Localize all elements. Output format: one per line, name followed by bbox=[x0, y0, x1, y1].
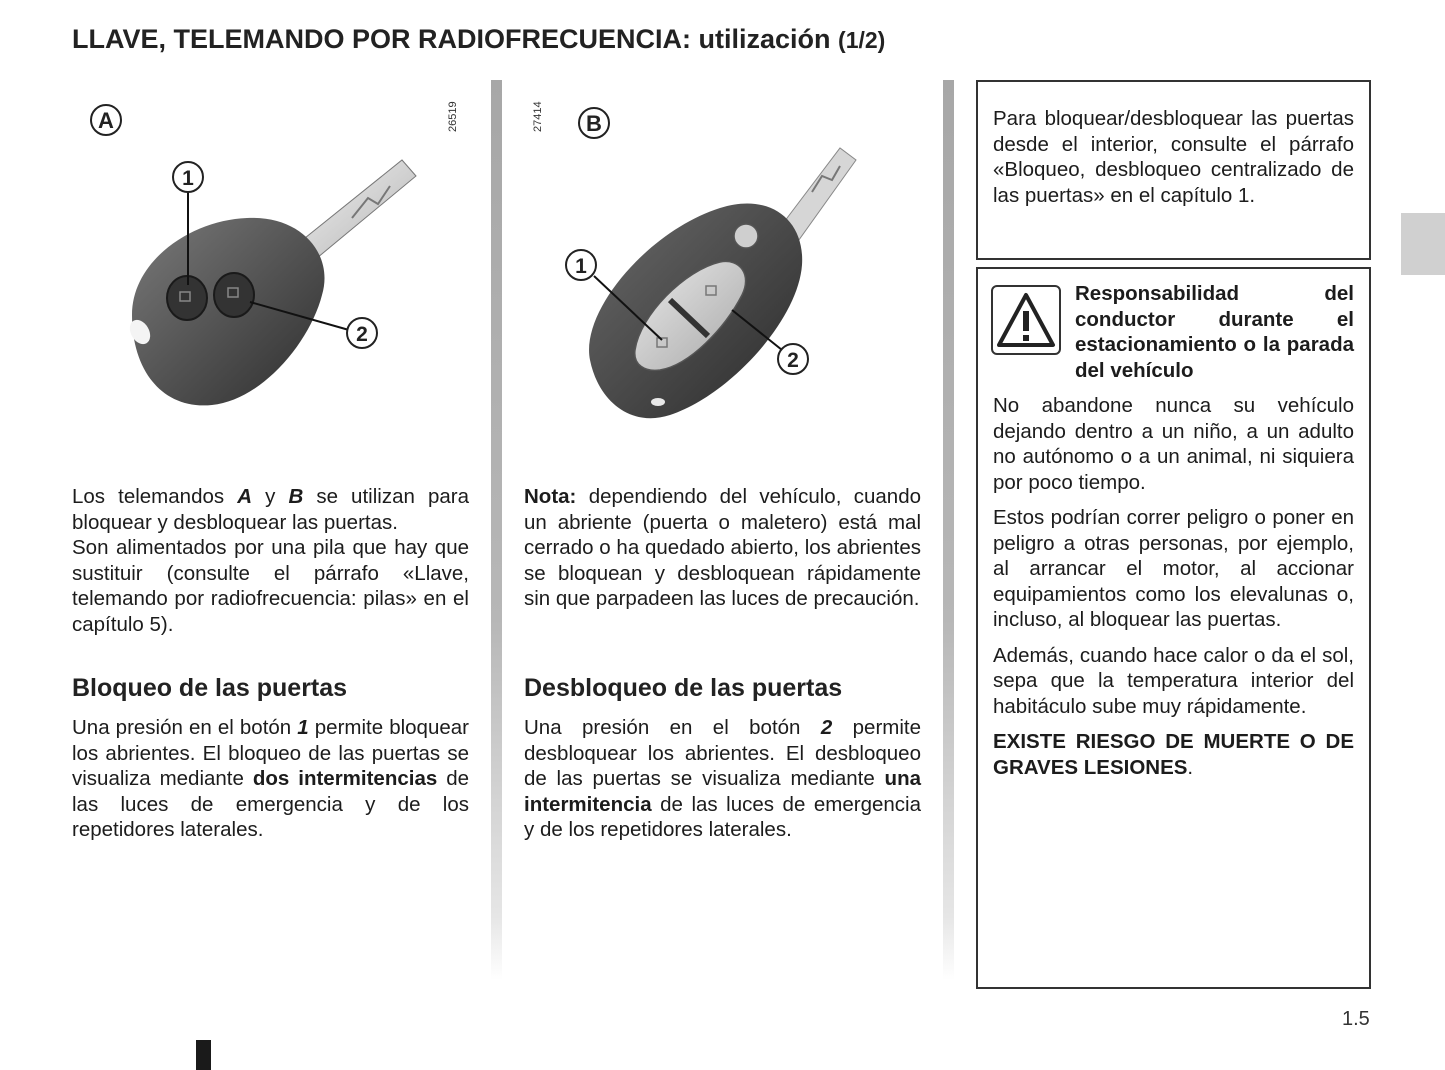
note-paragraph: Nota: dependiendo del vehículo, cuando un abriente (puerta o maletero) está mal cerrado o ha quedado abierto, los abrientes se bloquean y desbloquean rápidamente sin que parpadeen las luces de precaución. bbox=[524, 485, 921, 610]
figure-b-ref: 27414 bbox=[532, 101, 544, 132]
intro-paragraph-1: Los telemandos A y B se utilizan para bloquear y desbloquear las puertas. bbox=[72, 485, 469, 534]
note-label: Nota: bbox=[524, 485, 577, 508]
column-1-body bbox=[72, 715, 469, 843]
unlocking-emphasis: una intermitencia bbox=[524, 767, 921, 816]
warning-risk: EXISTE RIESGO DE MUERTE O DE GRAVES LESIONES. bbox=[993, 730, 1354, 779]
heading-unlocking: Desbloqueo de las puertas bbox=[524, 674, 843, 702]
title-page-part: (1/2) bbox=[838, 27, 886, 53]
locking-paragraph: Una presión en el botón 1 permite bloquear los abrientes. El bloqueo de las puertas se visualiza mediante dos intermitencias de las luces de emergencia y de los repetidores laterales. bbox=[72, 716, 470, 841]
callout-a-2: 2 bbox=[356, 323, 368, 346]
intro-paragraph-2: Son alimentados por una pila que hay que sustituir (consulte el párrafo «Llave, telemando por radiofrecuencia: pilas» en el capítulo 5). bbox=[72, 536, 469, 636]
callout-a-1: 1 bbox=[182, 167, 194, 190]
column-divider-2 bbox=[943, 80, 954, 980]
key-remote-a-illustration bbox=[72, 80, 477, 460]
unlocking-paragraph: Una presión en el botón 2 permite desbloquear los abrientes. El desbloqueo de las puertas se visualiza mediante una intermitencia de las luces de emergencia y de los repetidores laterales. bbox=[524, 716, 921, 841]
figure-key-remote-b bbox=[520, 80, 930, 460]
warning-paragraph-3: Además, cuando hace calor o da el sol, sepa que la temperatura interior del habitáculo sube muy rápidamente. bbox=[993, 643, 1354, 718]
column-2-note bbox=[524, 484, 921, 612]
title-text: LLAVE, TELEMANDO POR RADIOFRECUENCIA: utilización bbox=[72, 24, 831, 54]
chapter-tab bbox=[1401, 213, 1445, 275]
print-mark bbox=[196, 1040, 211, 1070]
figure-a-label-text: A bbox=[98, 108, 114, 133]
callout-b-2: 2 bbox=[787, 349, 799, 372]
figure-b-label bbox=[579, 108, 609, 138]
page-title bbox=[72, 24, 885, 55]
button-2-ref: 2 bbox=[820, 716, 833, 739]
warning-box bbox=[976, 267, 1371, 989]
button-1-ref: 1 bbox=[297, 716, 309, 739]
warning-title: Responsabilidad del conductor durante el estacionamiento o la parada del vehículo bbox=[1075, 282, 1354, 382]
remote-a-ref: A bbox=[237, 485, 253, 508]
warning-paragraph-2: Estos podrían correr peligro o poner en peligro a otras personas, por ejemplo, al arrancar el motor, al accionar equipamientos como los elevalunas o, incluso, al bloquear las puertas. bbox=[993, 506, 1354, 631]
column-divider-1 bbox=[491, 80, 502, 980]
info-box-text: Para bloquear/desbloquear las puertas desde el interior, consulte el párrafo «Bloqueo, desbloqueo centralizado de las puertas» en el capítulo 1. bbox=[993, 107, 1354, 207]
info-box bbox=[976, 80, 1371, 260]
heading-locking: Bloqueo de las puertas bbox=[72, 674, 348, 702]
page-number: 1.5 bbox=[1342, 1008, 1370, 1030]
figure-a-label bbox=[91, 105, 121, 135]
remote-b-ref: B bbox=[288, 485, 304, 508]
figure-a-ref: 26519 bbox=[447, 101, 459, 132]
callout-b-1: 1 bbox=[575, 255, 587, 278]
warning-triangle-icon bbox=[991, 285, 1061, 355]
figure-key-remote-a bbox=[72, 80, 477, 460]
key-remote-b-illustration bbox=[520, 80, 930, 460]
column-2-body bbox=[524, 715, 921, 843]
locking-emphasis: dos intermitencias bbox=[252, 767, 438, 790]
warning-header bbox=[993, 281, 1354, 383]
column-1-intro bbox=[72, 484, 469, 637]
warning-paragraph-1: No abandone nunca su vehículo dejando dentro a un niño, a un adulto no autónomo o a un animal, ni siquiera por poco tiempo. bbox=[993, 394, 1354, 494]
figure-b-label-text: B bbox=[586, 111, 602, 136]
